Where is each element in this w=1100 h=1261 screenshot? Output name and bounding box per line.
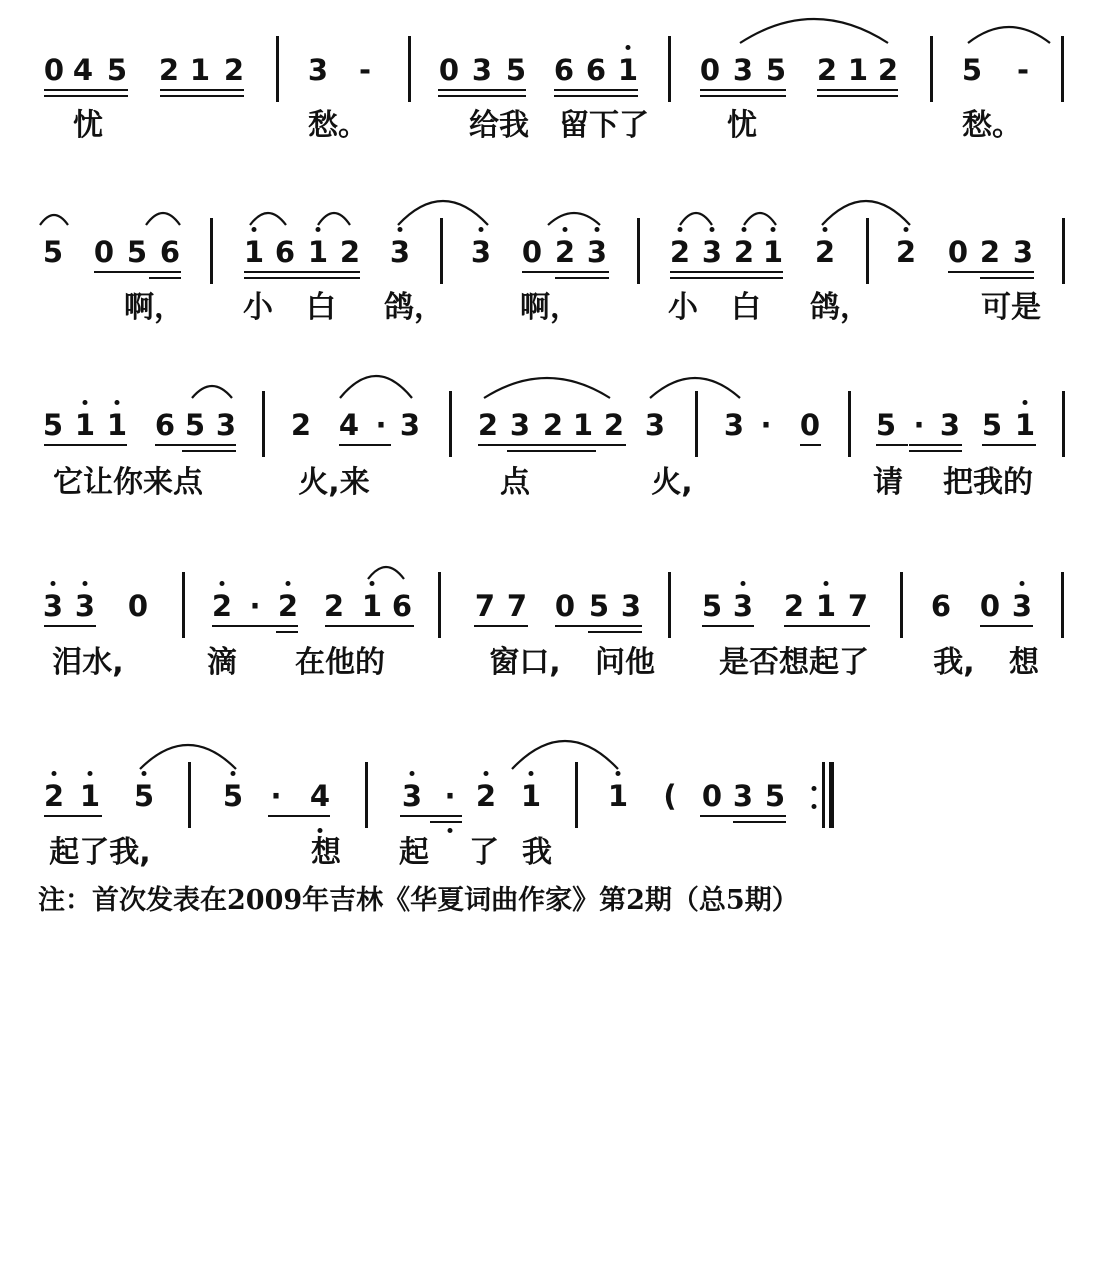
octave-dot — [142, 771, 147, 776]
barline — [668, 36, 671, 102]
note: 3 — [74, 589, 96, 623]
note: 3 — [399, 408, 421, 442]
beam-underline — [160, 95, 244, 97]
note: 3 — [939, 408, 961, 442]
note: 2 — [277, 589, 299, 623]
octave-dot — [370, 581, 375, 586]
octave-dot — [1020, 581, 1025, 586]
octave-dot — [83, 400, 88, 405]
beam-underline — [430, 815, 462, 817]
note: 3 — [470, 235, 492, 269]
augmentation-dot: · — [913, 408, 925, 442]
note: 1 — [617, 53, 639, 87]
augmentation-dot: · — [375, 408, 387, 442]
note: 3 — [389, 235, 411, 269]
note: 1 — [847, 53, 869, 87]
beam-underline — [160, 89, 244, 91]
lyric: 鸽， — [384, 290, 444, 325]
note: 1 — [307, 235, 329, 269]
beam-underline — [244, 277, 360, 279]
beam-underline — [44, 625, 96, 627]
note: 6 — [930, 589, 952, 623]
note: 3 — [1011, 589, 1033, 623]
note: 3 — [401, 779, 423, 813]
augmentation-dot: · — [760, 408, 772, 442]
note: 5 — [106, 53, 128, 87]
note: 0 — [701, 779, 723, 813]
note: 1 — [1014, 408, 1036, 442]
octave-dot — [529, 771, 534, 776]
beam-underline — [982, 444, 1036, 446]
note: 3 — [644, 408, 666, 442]
note: 0 — [554, 589, 576, 623]
beam-underline — [244, 271, 360, 273]
octave-dot — [904, 227, 909, 232]
note: 6 — [585, 53, 607, 87]
note: 0 — [127, 589, 149, 623]
note: 3 — [1012, 235, 1034, 269]
beam-underline — [44, 95, 128, 97]
beam-underline — [588, 625, 642, 627]
note: 5 — [875, 408, 897, 442]
octave-dot — [710, 227, 715, 232]
note: 6 — [391, 589, 413, 623]
note: 3 — [471, 53, 493, 87]
repeat-dot — [812, 786, 817, 791]
note: 5 — [42, 408, 64, 442]
octave-dot — [742, 227, 747, 232]
slur — [968, 27, 1050, 43]
beam-underline — [182, 450, 236, 452]
octave-dot — [252, 227, 257, 232]
note: 6 — [274, 235, 296, 269]
note: 1 — [74, 408, 96, 442]
note: 1 — [762, 235, 784, 269]
note: 3 — [307, 53, 329, 87]
barline — [188, 762, 191, 828]
note: 3 — [620, 589, 642, 623]
barline — [1062, 218, 1065, 284]
note: 6 — [553, 53, 575, 87]
lyric: 窗口, — [489, 645, 561, 680]
beam-underline — [700, 89, 786, 91]
note: 2 — [158, 53, 180, 87]
beam-underline — [784, 625, 870, 627]
lyric: 请 — [873, 465, 903, 500]
lyric: 泪水, — [52, 645, 124, 680]
note: 2 — [783, 589, 805, 623]
note: 1 — [189, 53, 211, 87]
lyric: 留下了 — [559, 108, 649, 143]
note: 3 — [732, 779, 754, 813]
note: 0 — [93, 235, 115, 269]
note: 5 — [961, 53, 983, 87]
lyric: 鸽， — [810, 290, 870, 325]
note: 5 — [764, 779, 786, 813]
lyric: 小 — [243, 290, 273, 325]
lyric: 想 — [311, 835, 341, 870]
note: 5 — [588, 589, 610, 623]
note: 5 — [133, 779, 155, 813]
paren-mark: ( — [663, 779, 677, 813]
lyric: 白 — [731, 290, 761, 325]
slur — [318, 213, 350, 225]
octave-dot — [823, 227, 828, 232]
beam-underline — [554, 95, 638, 97]
beam-underline — [909, 444, 962, 446]
octave-dot — [220, 581, 225, 586]
slur — [368, 567, 404, 579]
slur — [250, 213, 286, 225]
note: 3 — [723, 408, 745, 442]
augmentation-dot: · — [270, 779, 282, 813]
note: 1 — [815, 589, 837, 623]
barline — [900, 572, 903, 638]
lyric: 可是 — [981, 290, 1041, 325]
note: 3 — [732, 53, 754, 87]
note: 2 — [475, 779, 497, 813]
lyric: 问他 — [595, 645, 655, 680]
note: 2 — [43, 779, 65, 813]
repeat-dot — [812, 804, 817, 809]
note: 2 — [979, 235, 1001, 269]
beam-underline — [339, 444, 391, 446]
beam-underline — [700, 95, 786, 97]
lyric: 把我的 — [943, 465, 1033, 500]
slur — [548, 213, 600, 225]
beam-underline — [438, 95, 526, 97]
octave-dot — [771, 227, 776, 232]
beam-underline — [817, 89, 898, 91]
lyric: 啊， — [520, 290, 580, 325]
note: 5 — [505, 53, 527, 87]
note: 2 — [603, 408, 625, 442]
slur — [40, 215, 68, 225]
barline — [210, 218, 213, 284]
barline — [637, 218, 640, 284]
beam-underline — [44, 815, 102, 817]
beam-underline — [876, 444, 908, 446]
octave-dot — [616, 771, 621, 776]
lyric: 白 — [306, 290, 336, 325]
beam-underline — [44, 89, 128, 91]
barline — [262, 391, 265, 457]
beam-underline — [817, 95, 898, 97]
note: 4 — [338, 408, 360, 442]
octave-dot — [398, 227, 403, 232]
beam-underline — [554, 89, 638, 91]
lyric: 是否想起了 — [719, 645, 869, 680]
note: 0 — [947, 235, 969, 269]
octave-dot — [115, 400, 120, 405]
octave-dot — [479, 227, 484, 232]
barline — [848, 391, 851, 457]
note: 0 — [799, 408, 821, 442]
note: 2 — [895, 235, 917, 269]
octave-dot — [595, 227, 600, 232]
lyric: 滴 — [207, 645, 237, 680]
beam-underline — [555, 271, 609, 273]
note: 5 — [42, 235, 64, 269]
note: 7 — [847, 589, 869, 623]
octave-dot — [83, 581, 88, 586]
slur — [744, 213, 776, 225]
note: 0 — [438, 53, 460, 87]
octave-dot — [318, 828, 323, 833]
lyric: 愁。 — [962, 108, 1022, 143]
lyric: 火, — [651, 465, 693, 500]
slur — [680, 213, 712, 225]
beam-underline — [507, 450, 596, 452]
octave-dot — [678, 227, 683, 232]
beam-underline — [670, 271, 783, 273]
barline — [365, 762, 368, 828]
beam-underline — [268, 815, 330, 817]
octave-dot — [52, 771, 57, 776]
note: 3 — [701, 235, 723, 269]
slur — [192, 386, 232, 398]
beam-underline — [980, 277, 1034, 279]
note: 2 — [669, 235, 691, 269]
note: 7 — [474, 589, 496, 623]
lyric: 了 — [469, 835, 499, 870]
note: 3 — [509, 408, 531, 442]
note: 0 — [979, 589, 1001, 623]
note: 2 — [223, 53, 245, 87]
beam-underline — [276, 625, 298, 627]
beam-underline — [430, 821, 462, 823]
lyric: 点 — [500, 465, 530, 500]
slur — [484, 378, 610, 398]
note: 2 — [290, 408, 312, 442]
octave-dot — [316, 227, 321, 232]
beam-underline — [474, 625, 528, 627]
slur — [398, 201, 488, 225]
beam-underline — [733, 821, 786, 823]
beam-underline — [44, 444, 127, 446]
note: 2 — [877, 53, 899, 87]
barline — [695, 391, 698, 457]
note: 6 — [159, 235, 181, 269]
barline — [829, 762, 834, 828]
note: 2 — [814, 235, 836, 269]
beam-underline — [702, 625, 754, 627]
note: 1 — [361, 589, 383, 623]
lyric: 我, — [933, 645, 975, 680]
note: 4 — [309, 779, 331, 813]
octave-dot — [741, 581, 746, 586]
octave-dot — [626, 45, 631, 50]
octave-dot — [410, 771, 415, 776]
beam-underline — [438, 89, 526, 91]
augmentation-dot: · — [249, 589, 261, 623]
octave-dot — [484, 771, 489, 776]
note: 5 — [222, 779, 244, 813]
barline — [668, 572, 671, 638]
beam-underline — [800, 444, 821, 446]
lyric: 啊， — [124, 290, 184, 325]
note: 3 — [215, 408, 237, 442]
barline — [1061, 572, 1064, 638]
barline — [440, 218, 443, 284]
beam-underline — [507, 444, 596, 446]
note: 3 — [42, 589, 64, 623]
lyric: 给我 — [469, 108, 529, 143]
note: 4 — [72, 53, 94, 87]
beam-underline — [980, 271, 1034, 273]
note: 2 — [477, 408, 499, 442]
publication-footnote: 注：首次发表在2009年吉林《华夏词曲作家》第2期（总5期） — [38, 885, 799, 916]
barline — [822, 762, 825, 828]
note: 1 — [520, 779, 542, 813]
barline — [930, 36, 933, 102]
beam-underline — [149, 277, 181, 279]
barline — [1061, 36, 1064, 102]
lyric: 起 — [399, 835, 429, 870]
note: 2 — [323, 589, 345, 623]
note: 3 — [732, 589, 754, 623]
beam-underline — [909, 450, 962, 452]
note: 0 — [699, 53, 721, 87]
beam-underline — [670, 277, 783, 279]
octave-dot — [51, 581, 56, 586]
note: 5 — [126, 235, 148, 269]
note: 1 — [607, 779, 629, 813]
note: 5 — [765, 53, 787, 87]
note: 1 — [243, 235, 265, 269]
barline — [408, 36, 411, 102]
octave-dot — [563, 227, 568, 232]
beam-underline — [149, 271, 181, 273]
barline — [438, 572, 441, 638]
octave-dot — [1023, 400, 1028, 405]
barline — [1062, 391, 1065, 457]
note: 1 — [572, 408, 594, 442]
lyric: 忧 — [727, 108, 757, 143]
octave-dot — [448, 828, 453, 833]
octave-dot — [286, 581, 291, 586]
note: 2 — [542, 408, 564, 442]
lyric: 愁。 — [308, 108, 368, 143]
note: 5 — [184, 408, 206, 442]
beam-underline — [588, 631, 642, 633]
barline — [866, 218, 869, 284]
beam-underline — [182, 444, 236, 446]
barline — [449, 391, 452, 457]
lyric: 它让你来点 — [53, 465, 203, 500]
slur — [340, 376, 412, 398]
lyric: 小 — [668, 290, 698, 325]
beam-underline — [980, 625, 1033, 627]
barline — [575, 762, 578, 828]
beam-underline — [733, 815, 786, 817]
octave-dot — [88, 771, 93, 776]
note: 2 — [339, 235, 361, 269]
lyric: 我 — [522, 835, 552, 870]
lyric: 起了我, — [49, 835, 151, 870]
note: 3 — [586, 235, 608, 269]
lyric: 忧 — [73, 108, 103, 143]
beam-underline — [276, 631, 298, 633]
lyric: 火,来 — [298, 465, 370, 500]
note: 2 — [816, 53, 838, 87]
note: 1 — [79, 779, 101, 813]
augmentation-dot: · — [444, 779, 456, 813]
beam-underline — [555, 277, 609, 279]
slur — [146, 213, 180, 225]
note: 0 — [521, 235, 543, 269]
lyric: 在他的 — [295, 645, 385, 680]
note: 0 — [43, 53, 65, 87]
note: 2 — [554, 235, 576, 269]
barline — [182, 572, 185, 638]
dash-mark: - — [1016, 53, 1030, 87]
octave-dot — [824, 581, 829, 586]
note: 7 — [506, 589, 528, 623]
lyric: 想 — [1009, 645, 1039, 680]
beam-underline — [325, 625, 414, 627]
note: 1 — [106, 408, 128, 442]
octave-dot — [231, 771, 236, 776]
note: 2 — [733, 235, 755, 269]
barline — [276, 36, 279, 102]
slur — [740, 19, 888, 43]
dash-mark: - — [358, 53, 372, 87]
slur — [512, 741, 618, 769]
note: 6 — [154, 408, 176, 442]
note: 2 — [211, 589, 233, 623]
note: 5 — [981, 408, 1003, 442]
note: 5 — [701, 589, 723, 623]
